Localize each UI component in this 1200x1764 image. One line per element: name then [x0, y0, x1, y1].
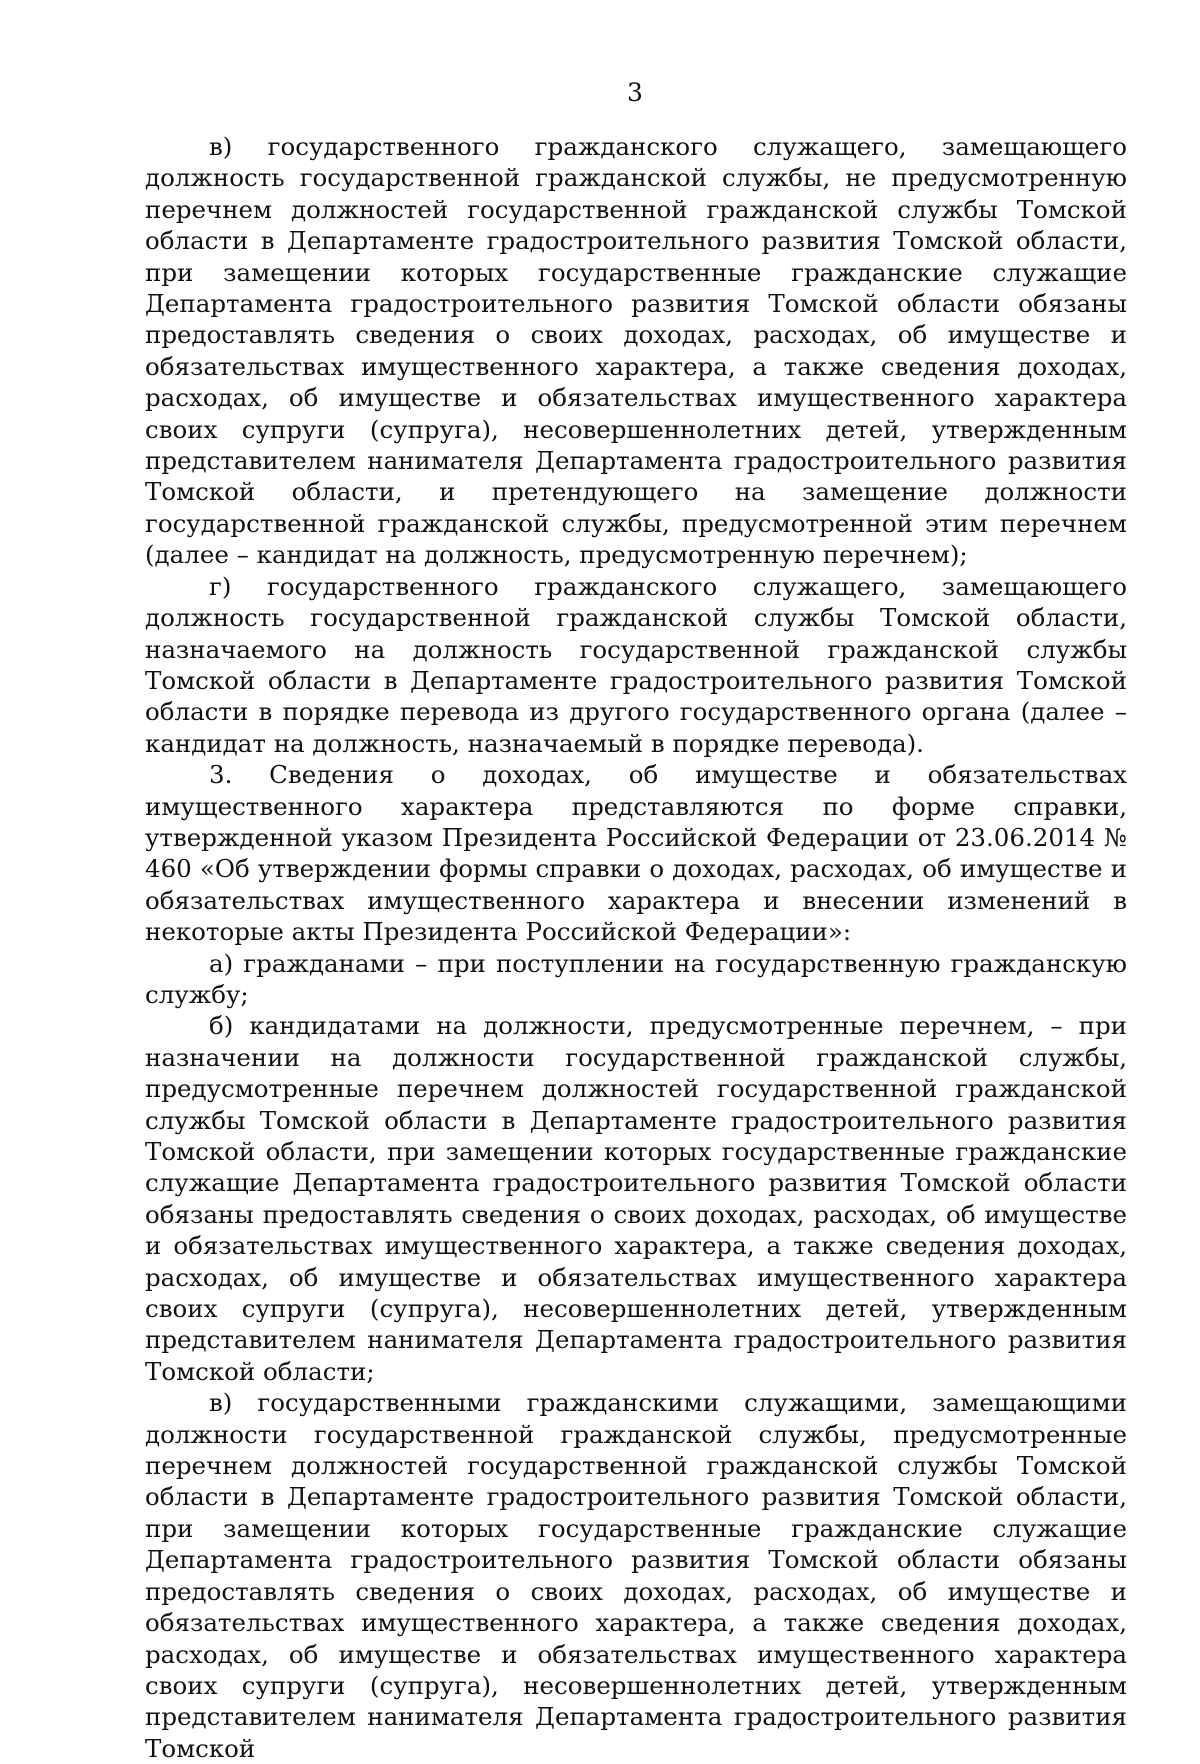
paragraph-g-transfer-candidate: г) государственного гражданского служащего, замещающего должность государственной гражданской службы Томской области, назначаемого на должность государственной гражданской службы Томской области в Департаменте градостроительного развития Томской области в порядке перевода из другого государственного органа (далее – кандидат на должность, назначаемый в порядке перевода).	[145, 571, 1127, 758]
paragraph-a-citizens: а) гражданами – при поступлении на государственную гражданскую службу;	[145, 948, 1127, 1009]
paragraph-v-candidate-definition: в) государственного гражданского служащего, замещающего должность государственной гражданской службы, не предусмотренную перечнем должностей государственной гражданской службы Томской области в Департаменте градостроительного развития Томской области, при замещении которых государственные гражданские служащие Департамента градостроительного развития Томской области обязаны предоставлять сведения о своих доходах, расходах, об имуществе и обязательствах имущественного характера, а также сведения доходах, расходах, об имуществе и обязательствах имущественного характера своих супруги (супруга), несовершеннолетних детей, утвержденным представителем нанимателя Департамента градостроительного развития Томской области, и претендующего на замещение должности государственной гражданской службы, предусмотренной этим перечнем (далее – кандидат на должность, предусмотренную перечнем);	[145, 132, 1127, 570]
document-body	[145, 131, 1127, 1764]
page-number: 3	[627, 78, 643, 107]
paragraph-b-candidates: б) кандидатами на должности, предусмотренные перечнем, – при назначении на должности государственной гражданской службы, предусмотренные перечнем должностей государственной гражданской службы Томской области в Департаменте градостроительного развития Томской области, при замещении которых государственные гражданские служащие Департамента градостроительного развития Томской области обязаны предоставлять сведения о своих доходах, расходах, об имуществе и обязательствах имущественного характера, а также сведения доходах, расходах, об имуществе и обязательствах имущественного характера своих супруги (супруга), несовершеннолетних детей, утвержденным представителем нанимателя Департамента градостроительного развития Томской области;	[145, 1011, 1127, 1386]
paragraph-3-form-of-certificate: 3. Сведения о доходах, об имуществе и обязательствах имущественного характера представляются по форме справки, утвержденной указом Президента Российской Федерации от 23.06.2014 № 460 «Об утверждении формы справки о доходах, расходах, об имуществе и обязательствах имущественного характера и внесении изменений в некоторые акты Президента Российской Федерации»:	[145, 760, 1127, 947]
paragraph-v-civil-servants: в) государственными гражданскими служащими, замещающими должности государственной гражданской службы, предусмотренные перечнем должностей государственной гражданской службы Томской области в Департаменте градостроительного развития Томской области, при замещении которых государственные гражданские служащие Департамента градостроительного развития Томской области обязаны предоставлять сведения о своих доходах, расходах, об имуществе и обязательствах имущественного характера, а также сведения доходах, расходах, об имуществе и обязательствах имущественного характера своих супруги (супруга), несовершеннолетних детей, утвержденным представителем нанимателя Департамента градостроительного развития Томской	[145, 1388, 1127, 1763]
